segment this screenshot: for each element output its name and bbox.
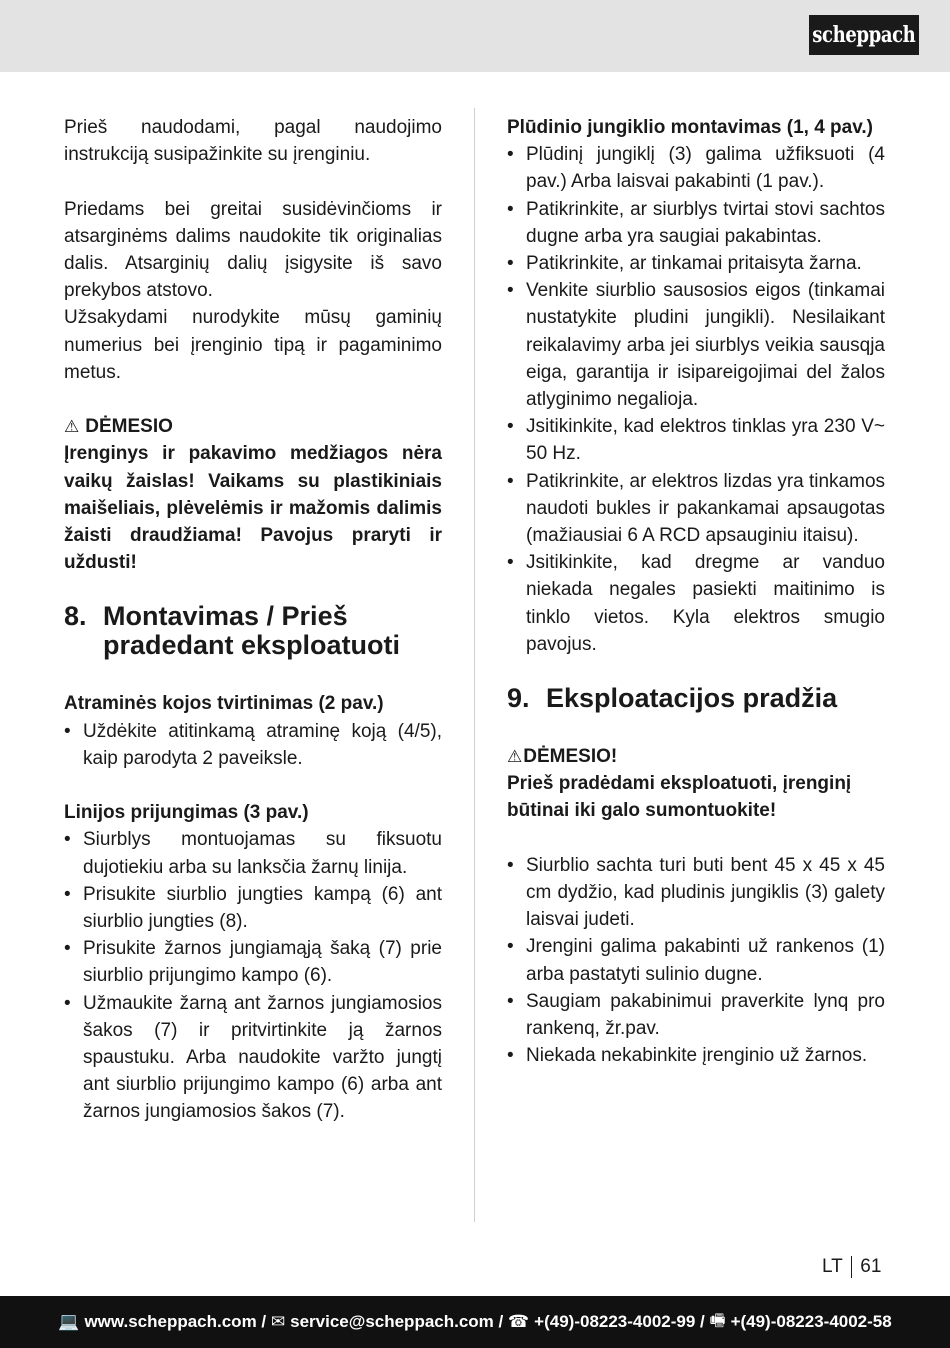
footer-phone: +(49)-08223-4002-99 / xyxy=(534,1312,705,1331)
section-title: Eksploatacijos pradžia xyxy=(546,683,838,714)
section-heading-8 xyxy=(64,602,442,660)
list-item: • Jsitikinkite, kad elektros tinklas yra 230 V~ 50 Hz. xyxy=(507,413,885,467)
brand-logo xyxy=(810,16,918,54)
phone-icon: ☎ xyxy=(507,1312,530,1331)
page-number xyxy=(822,1256,881,1278)
list-item: • Užmaukite žarną ant žarnos jungiamosios šakos (7) ir pritvirtinkite ją žarnos spaustuku. Arba naudokite varžto jungtį ant siurblio prijungimo kampo (6) arba ant žarnos jungiamosios šakos (7). xyxy=(64,990,442,1126)
list-item: • Uždėkite atitinkamą atraminę koją (4/5), kaip parodyta 2 paveiksle. xyxy=(64,718,442,772)
list-item: • Patikrinkite, ar tinkamai pritaisyta žarna. xyxy=(507,250,885,277)
list-item: • Prisukite siurblio jungties kampą (6) ant siurblio jungties (8). xyxy=(64,881,442,935)
page-number-separator xyxy=(851,1256,853,1278)
page-number-value: 61 xyxy=(860,1256,882,1277)
list-item: • Siurblio sachta turi buti bent 45 x 45 x 45 cm dydžio, kad pludinis jungiklis (3) galety laisvai judeti. xyxy=(507,852,885,934)
line-connection-list xyxy=(64,826,442,1125)
warning-text: Įrenginys ir pakavimo medžiagos nėra vaikų žaislas! Vaikams su plastikiniais maišeliais, plėvelėmis ir mažomis dalimis žaisti draudžiama! Pavojus praryti ir uždusti! xyxy=(64,443,442,574)
intro-paragraph-1: Prieš naudodami, pagal naudojimo instrukciją susipažinkite su įrenginiu. xyxy=(64,117,442,166)
page-language: LT xyxy=(822,1256,843,1277)
section-number: 9. xyxy=(507,683,530,714)
header-band xyxy=(0,0,950,72)
right-column xyxy=(507,114,885,1069)
computer-icon: 💻 xyxy=(58,1312,80,1331)
column-divider xyxy=(474,108,475,1222)
section-title: Montavimas / Prieš pradedant eksploatuoti xyxy=(103,601,401,661)
list-item: • Patikrinkite, ar siurblys tvirtai stovi sachtos dugne arba yra saugiai pakabintas. xyxy=(507,196,885,250)
subsection-title-support-legs: Atraminės kojos tvirtinimas (2 pav.) xyxy=(64,693,384,715)
footer-contact-bar xyxy=(0,1296,950,1348)
list-item: • Saugiam pakabinimui praverkite lynq pro rankenq, žr.pav. xyxy=(507,988,885,1042)
footer-fax: +(49)-08223-4002-58 xyxy=(730,1312,892,1331)
list-item: • Jrengini galima pakabinti už rankenos (1) arba pastatyti sulinio dugne. xyxy=(507,933,885,987)
footer-website: www.scheppach.com / xyxy=(84,1312,267,1331)
list-item: • Venkite siurblio sausosios eigos (tinkamai nustatykite pludini jungikli). Nesilaikant reikalavimy arba jei siurblys veikia sausqja eiga, garantija ir isipareigojimai del žalos atlyginimo negalioja. xyxy=(507,277,885,413)
list-item: • Niekada nekabinkite įrenginio už žarnos. xyxy=(507,1042,885,1069)
left-column xyxy=(64,114,442,1126)
footer-email: service@scheppach.com / xyxy=(290,1312,504,1331)
warning-triangle-icon: ⚠ xyxy=(507,747,523,767)
support-legs-list xyxy=(64,718,442,772)
intro-paragraph-3: Užsakydami nurodykite mūsų gaminių numerius bei įrenginio tipą ir pagaminimo metus. xyxy=(64,307,442,383)
section-heading-9 xyxy=(507,684,885,713)
list-item: • Siurblys montuojamas su fiksuotu dujotiekiu arba su lanksčia žarnų linija. xyxy=(64,826,442,880)
warning-title-text: DĖMESIO xyxy=(85,416,173,438)
intro-paragraph-2: Priedams bei greitai susidėvinčioms ir atsarginėms dalims naudokite tik originalias dalis. Atsarginių dalių įsigysite iš savo prekybos atstovo. xyxy=(64,198,442,302)
warning-title xyxy=(64,413,442,440)
brand-logo-text: scheppach xyxy=(812,22,916,48)
float-switch-list xyxy=(507,141,885,658)
operation-list xyxy=(507,852,885,1070)
warning-title-text: DĖMESIO! xyxy=(523,746,618,768)
section-number: 8. xyxy=(64,601,87,632)
warning-title xyxy=(507,743,885,770)
list-item: • Plūdinį jungiklį (3) galima užfiksuoti (4 pav.) Arba laisvai pakabinti (1 pav.). xyxy=(507,141,885,195)
list-item: • Jsitikinkite, kad dregme ar vanduo niekada negales pasiekti maitinimo is tinklo vietos. Kyla elektros smugio pavojus. xyxy=(507,549,885,658)
email-icon: ✉ xyxy=(270,1312,286,1331)
warning-text: Prieš pradėdami eksploatuoti, įrenginį būtinai iki galo sumontuokite! xyxy=(507,773,852,822)
fax-icon: 🖷 xyxy=(709,1310,726,1330)
subsection-title-line-connection: Linijos prijungimas (3 pav.) xyxy=(64,802,309,824)
subsection-title-float-switch: Plūdinio jungiklio montavimas (1, 4 pav.) xyxy=(507,117,873,138)
warning-triangle-icon: ⚠ xyxy=(64,417,80,437)
list-item: • Patikrinkite, ar elektros lizdas yra tinkamos naudoti bukles ir pakankamai apsaugotas (mažiausiai 6 A RCD apsauginiu itaisu). xyxy=(507,468,885,550)
list-item: • Prisukite žarnos jungiamąją šaką (7) prie siurblio prijungimo kampo (6). xyxy=(64,935,442,989)
